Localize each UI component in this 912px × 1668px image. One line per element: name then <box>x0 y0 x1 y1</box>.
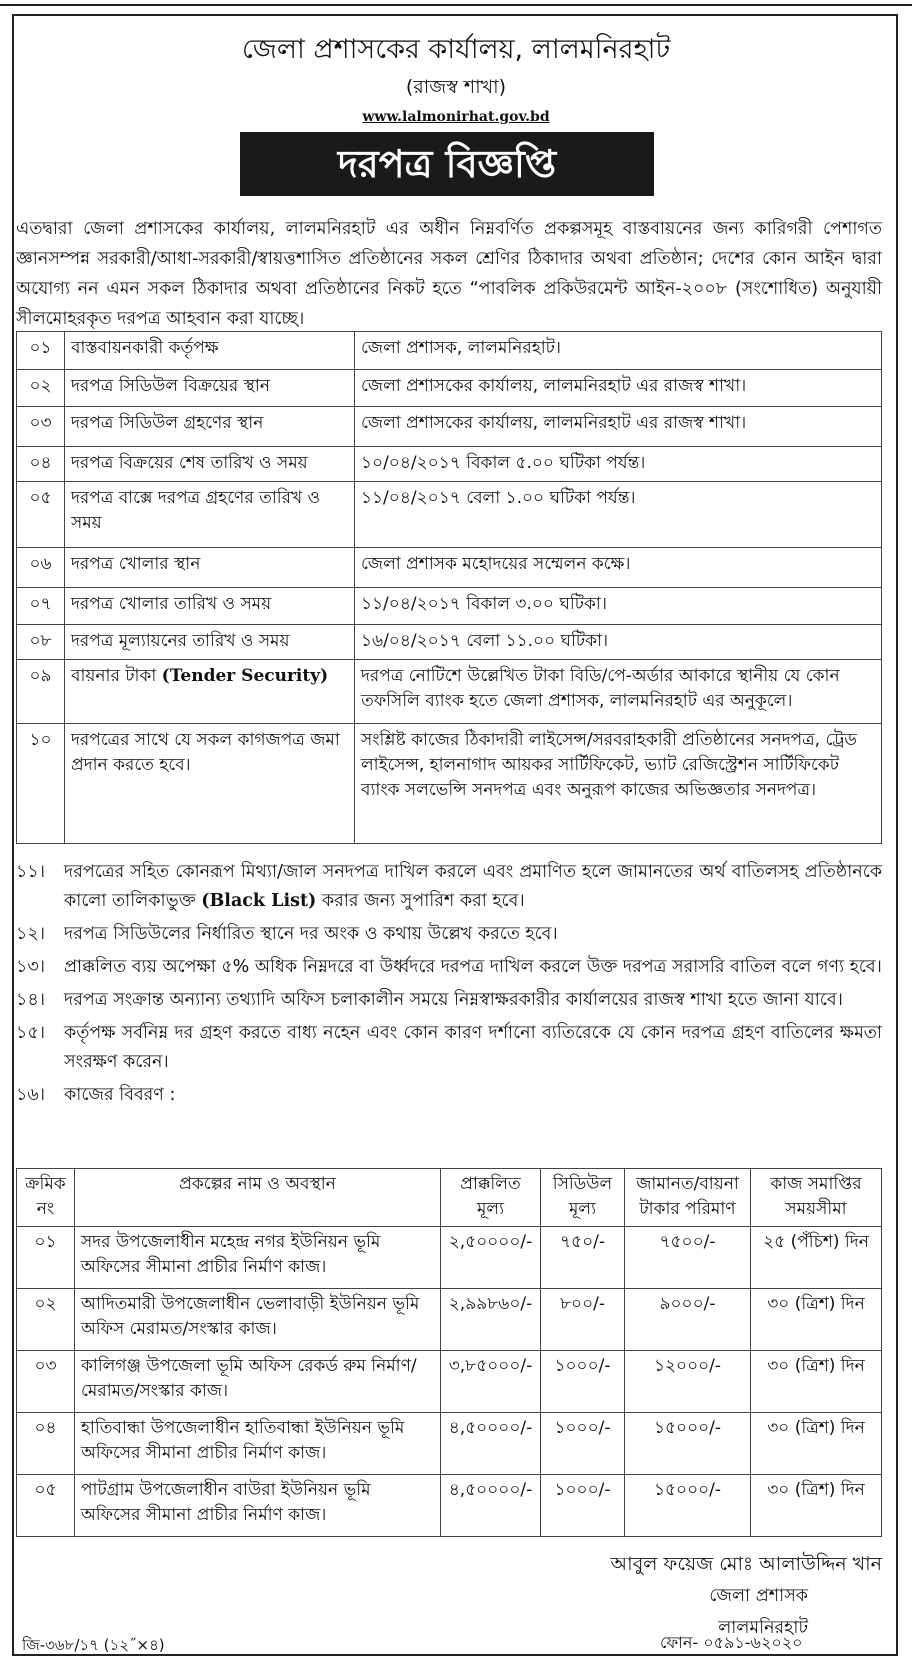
cell-project: সদর উপজেলাধীন মহেন্দ্র নগর ইউনিয়ন ভূমি অফিসের সীমানা প্রাচীর নির্মাণ কাজ। <box>75 1227 441 1289</box>
info-row-number: ০১ <box>17 332 65 370</box>
signatory-name: আবুল ফয়েজ মোঃ আলাউদ্দিন খান <box>610 1553 882 1575</box>
condition-text: দরপত্র সিডিউলের নির্ধারিত স্থানে দর অংক ও কথায় উল্লেখ করতে হবে। <box>64 924 558 944</box>
black-list-term: (Black List) <box>201 891 317 911</box>
cell-schedule-price: ১০০০/- <box>541 1351 625 1413</box>
condition-text: কাজের বিবরণ : <box>64 1085 176 1105</box>
table-header-row <box>17 1169 882 1227</box>
table-row <box>17 1475 882 1537</box>
info-row <box>17 660 882 724</box>
info-row-number: ১০ <box>17 724 65 844</box>
cell-estimated-cost: ২,৯৯৮৬০/- <box>441 1289 541 1351</box>
col-completion-time: কাজ সমাপ্তির সময়সীমা <box>751 1169 882 1227</box>
info-row-value: জেলা প্রশাসক, লালমনিরহাট। <box>355 332 882 370</box>
cell-serial: ০৪ <box>17 1413 75 1475</box>
tender-info-table <box>16 331 882 844</box>
info-row-number: ০৪ <box>17 447 65 482</box>
condition-text: কর্তৃপক্ষ সর্বনিম্ন দর গ্রহণ করতে বাধ্য নহেন এবং কোন কারণ দর্শানো ব্যতিরেকে যে কোন দরপত্র গ্রহণ বাতিলের ক্ষমতা সংরক্ষণ করেন। <box>64 1023 882 1072</box>
condition-item <box>16 1081 882 1110</box>
info-row-label: দরপত্র খোলার স্থান <box>65 548 355 588</box>
info-row <box>17 588 882 625</box>
table-row <box>17 1351 882 1413</box>
conditions-list <box>16 858 882 1114</box>
cell-security-amount: ১৫০০০/- <box>625 1475 751 1537</box>
tender-notice-banner: দরপত্র বিজ্ঞপ্তি <box>240 132 654 196</box>
condition-number: ১১। <box>16 862 45 882</box>
phone-number: ফোন- ০৫৯১-৬২০২০ <box>660 1633 803 1652</box>
info-row-value: ১০/০৪/২০১৭ বিকাল ৫.০০ ঘটিকা পর্যন্ত। <box>355 447 882 482</box>
col-security-amount: জামানত/বায়না টাকার পরিমাণ <box>625 1169 751 1227</box>
info-row-label: দরপত্র সিডিউল গ্রহণের স্থান <box>65 407 355 447</box>
condition-text <box>64 858 882 916</box>
cell-completion-time: ৩০ (ত্রিশ) দিন <box>751 1475 882 1537</box>
condition-item <box>16 1019 882 1077</box>
info-row <box>17 370 882 407</box>
cell-schedule-price: ১০০০/- <box>541 1413 625 1475</box>
cell-project: কালিগঞ্জ উপজেলা ভূমি অফিস রেকর্ড রুম নির্মাণ/মেরামত/সংস্কার কাজ। <box>75 1351 441 1413</box>
cell-security-amount: ৭৫০০/- <box>625 1227 751 1289</box>
top-rule <box>0 4 912 6</box>
website-link[interactable]: www.lalmonirhat.gov.bd <box>362 109 550 125</box>
cell-security-amount: ১২০০০/- <box>625 1351 751 1413</box>
info-row-value: দরপত্র নোটিশে উল্লেখিত টাকা বিডি/পে-অর্ডার আকারে স্থানীয় যে কোন তফসিলি ব্যাংক হতে জেলা প্রশাসক, লালমনিরহাট এর অনুকূলে। <box>355 660 882 724</box>
info-row-label: দরপত্রের সাথে যে সকল কাগজপত্র জমা প্রদান করতে হবে। <box>65 724 355 844</box>
info-row-number: ০৮ <box>17 625 65 660</box>
info-row <box>17 332 882 370</box>
condition-number: ১৩। <box>16 957 45 977</box>
info-row-value: ১১/০৪/২০১৭ বেলা ১.০০ ঘটিকা পর্যন্ত। <box>355 482 882 548</box>
condition-text-post: করার জন্য সুপারিশ করা হবে। <box>321 891 525 911</box>
condition-text: দরপত্র সংক্রান্ত অন্যান্য তথ্যাদি অফিস চলাকালীন সময়ে নিম্নস্বাক্ষরকারীর কার্যালয়ের রাজস্ব শাখা হতে জানা যাবে। <box>64 990 843 1010</box>
info-row-number: ০৬ <box>17 548 65 588</box>
cell-serial: ০২ <box>17 1289 75 1351</box>
info-row-number: ০৫ <box>17 482 65 548</box>
cell-serial: ০৩ <box>17 1351 75 1413</box>
info-row-number: ০৭ <box>17 588 65 625</box>
info-row-label: বাস্তবায়নকারী কর্তৃপক্ষ <box>65 332 355 370</box>
col-estimated-cost: প্রাক্কলিত মূল্য <box>441 1169 541 1227</box>
signatory-designation: জেলা প্রশাসক <box>709 1586 808 1606</box>
branch-subtitle: (রাজস্ব শাখা) <box>405 76 507 98</box>
cell-estimated-cost: ৩,৮৫০০০/- <box>441 1351 541 1413</box>
condition-number: ১২। <box>16 924 45 944</box>
work-details-table <box>16 1168 882 1537</box>
info-row-value: জেলা প্রশাসকের কার্যালয়, লালমনিরহাট এর রাজস্ব শাখা। <box>355 407 882 447</box>
cell-security-amount: ৯০০০/- <box>625 1289 751 1351</box>
info-row-label <box>65 660 355 724</box>
info-row-label: দরপত্র খোলার তারিখ ও সময় <box>65 588 355 625</box>
cell-estimated-cost: ৪,৫০০০০/- <box>441 1475 541 1537</box>
info-row-value: জেলা প্রশাসকের কার্যালয়, লালমনিরহাট এর রাজস্ব শাখা। <box>355 370 882 407</box>
condition-item <box>16 858 882 916</box>
col-serial: ক্রমিক নং <box>17 1169 75 1227</box>
condition-text: প্রাক্কলিত ব্যয় অপেক্ষা ৫% অধিক নিম্নদরে বা উর্ধ্বদরে দরপত্র দাখিল করলে উক্ত দরপত্র সরাসরি বাতিল বলে গণ্য হবে। <box>64 957 882 977</box>
info-row-value: জেলা প্রশাসক মহোদয়ের সম্মেলন কক্ষে। <box>355 548 882 588</box>
condition-number: ১৬। <box>16 1085 45 1105</box>
cell-completion-time: ৩০ (ত্রিশ) দিন <box>751 1413 882 1475</box>
info-row <box>17 548 882 588</box>
info-row <box>17 407 882 447</box>
info-row-label: দরপত্র বাক্সে দরপত্র গ্রহণের তারিখ ও সময় <box>65 482 355 548</box>
condition-item <box>16 986 882 1015</box>
info-row <box>17 482 882 548</box>
intro-paragraph: এতদ্বারা জেলা প্রশাসকের কার্যালয়, লালমনিরহাট এর অধীন নিম্নবর্ণিত প্রকল্পসমূহ বাস্তবায়নের জন্য কারিগরী পেশাগত জ্ঞানসম্পন্ন সরকারী/আধা-সরকারী/স্বায়ত্তশাসিত প্রতিষ্ঠানের সকল শ্রেণির ঠিকাদার অথবা প্রতিষ্ঠান; দেশের কোন আইন দ্বারা অযোগ্য নন এমন সকল ঠিকাদার অথবা প্রতিষ্ঠানের নিকট হতে “পাবলিক প্রকিউরমেন্ট আইন-২০০৮ (সংশোধিত) অনুযায়ী সীলমোহরকৃত দরপত্র আহবান করা যাচ্ছে। <box>16 219 882 329</box>
cell-estimated-cost: ৪,৫০০০০/- <box>441 1413 541 1475</box>
cell-schedule-price: ৭৫০/- <box>541 1227 625 1289</box>
table-row <box>17 1289 882 1351</box>
col-schedule-price: সিডিউল মূল্য <box>541 1169 625 1227</box>
office-title: জেলা প্রশাসকের কার্যালয়, লালমনিরহাট <box>241 34 671 65</box>
info-row-number: ০৯ <box>17 660 65 724</box>
condition-number: ১৫। <box>16 1023 45 1043</box>
info-row-value: ১৬/০৪/২০১৭ বেলা ১১.০০ ঘটিকা। <box>355 625 882 660</box>
info-row-label: দরপত্র মূল্যায়নের তারিখ ও সময় <box>65 625 355 660</box>
condition-number: ১৪। <box>16 990 45 1010</box>
cell-serial: ০১ <box>17 1227 75 1289</box>
cell-serial: ০৫ <box>17 1475 75 1537</box>
cell-completion-time: ৩০ (ত্রিশ) দিন <box>751 1351 882 1413</box>
notice-header <box>0 30 912 130</box>
info-row-label: দরপত্র বিক্রয়ের শেষ তারিখ ও সময় <box>65 447 355 482</box>
cell-project: পাটগ্রাম উপজেলাধীন বাউরা ইউনিয়ন ভূমি অফিসের সীমানা প্রাচীর নির্মাণ কাজ। <box>75 1475 441 1537</box>
condition-text-pre: দরপত্রের সহিত কোনরূপ মিথ্যা/জাল সনদপত্র দাখিল করলে এবং প্রমাণিত হলে জামানতের অর্থ বাতিলসহ প্রতিষ্ঠানকে কালো তালিকাভুক্ত <box>64 862 882 911</box>
info-row-value: সংশ্লিষ্ট কাজের ঠিকাদারী লাইসেন্স/সরবরাহকারী প্রতিষ্ঠানের সনদপত্র, ট্রেড লাইসেন্স, হালনাগাদ আয়কর সার্টিফিকেট, ভ্যাট রেজিস্ট্রেশন সার্টিফিকেট ব্যাংক সলভেন্সি সনদপত্র এবং অনুরূপ কাজের অভিজ্ঞতার সনদপত্র। <box>355 724 882 844</box>
cell-project: আদিতমারী উপজেলাধীন ভেলাবাড়ী ইউনিয়ন ভূমি অফিস মেরামত/সংস্কার কাজ। <box>75 1289 441 1351</box>
cell-estimated-cost: ২,৫০০০০/- <box>441 1227 541 1289</box>
cell-security-amount: ১৫০০০/- <box>625 1413 751 1475</box>
info-row-number: ০২ <box>17 370 65 407</box>
cell-completion-time: ৩০ (ত্রিশ) দিন <box>751 1289 882 1351</box>
info-row-value: ১১/০৪/২০১৭ বিকাল ৩.০০ ঘটিকা। <box>355 588 882 625</box>
signatory-district: লালমনিরহাট <box>718 1618 808 1638</box>
info-row <box>17 625 882 660</box>
cell-completion-time: ২৫ (পঁচিশ) দিন <box>751 1227 882 1289</box>
condition-item <box>16 953 882 982</box>
info-row <box>17 447 882 482</box>
info-row <box>17 724 882 844</box>
info-row-number: ০৩ <box>17 407 65 447</box>
cell-schedule-price: ১০০০/- <box>541 1475 625 1537</box>
tender-security-label: বায়নার টাকা <box>71 666 157 686</box>
table-row <box>17 1227 882 1289</box>
info-row-label: দরপত্র সিডিউল বিক্রয়ের স্থান <box>65 370 355 407</box>
cell-project: হাতিবান্ধা উপজেলাধীন হাতিবান্ধা ইউনিয়ন ভূমি অফিসের সীমানা প্রাচীর নির্মাণ কাজ। <box>75 1413 441 1475</box>
table-row <box>17 1413 882 1475</box>
condition-item <box>16 920 882 949</box>
reference-number: জি-৩৬৮/১৭ (১২˝×৪) <box>22 1636 165 1654</box>
col-project: প্রকল্পের নাম ও অবস্থান <box>75 1169 441 1227</box>
tender-security-label-en: (Tender Security) <box>161 666 329 686</box>
cell-schedule-price: ৮০০/- <box>541 1289 625 1351</box>
